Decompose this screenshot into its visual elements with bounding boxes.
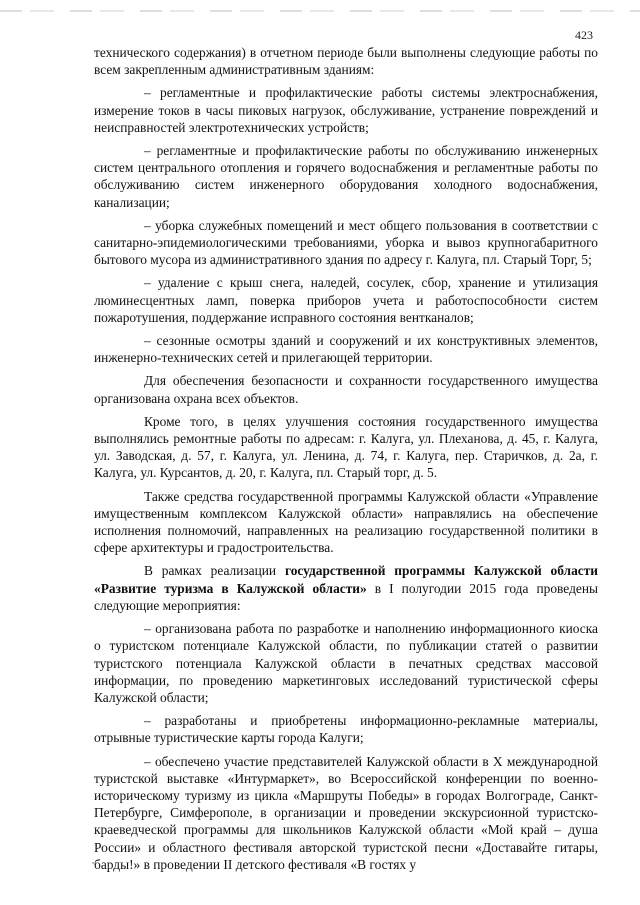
paragraph-repairs: Кроме того, в целях улучшения состояния государственного имущества выполнялись ремонтные работы по адресам: г. Калуга, ул. Плеханова, д. 45, г. Калуга, ул. Заводская, д. 57, г. Калуга, ул. Ленина, д. 74, г. Калуга, пер. Старичков, д. 2а, г. Калуга, ул. Курсантов, д. 20, г. Калуга, пл. Старый торг, д. 5. bbox=[94, 413, 598, 481]
tourism-intro-after: в I полугодии 2015 года проведены следующие мероприятия: bbox=[94, 580, 598, 613]
paragraph-continuation: технического содержания) в отчетном периоде были выполнены следующие работы по всем закрепленным административным зданиям: bbox=[94, 45, 598, 78]
tourism-item-kiosk: – организована работа по разработке и наполнению информационного киоска о туристском потенциале Калужской области, по публикации статей о развитии туристского потенциала Калужской области в печатных средствах массовой информации, по проведению маркетинговых исследований туристической сферы Калужской области; bbox=[94, 621, 598, 705]
tourism-intro-before: В рамках реализации bbox=[144, 563, 285, 579]
page-number: 423 bbox=[575, 28, 593, 42]
list-item-seasonal-inspection: – сезонные осмотры зданий и сооружений и их конструктивных элементов, инженерно-технических сетей и прилегающей территории. bbox=[94, 333, 598, 366]
paragraph-tourism-intro bbox=[94, 562, 598, 614]
tourism-item-materials: – разработаны и приобретены информационно-рекламные материалы, отрывные туристические карты города Калуги; bbox=[94, 713, 598, 746]
scan-speck bbox=[92, 862, 94, 864]
document-body bbox=[94, 44, 598, 879]
list-item-cleaning: – уборка служебных помещений и мест общего пользования в соответствии с санитарно-эпидемиологическими требованиями, уборка и вывоз крупногабаритного бытового мусора из административного здания по адресу г. Калуга, пл. Старый Торг, 5; bbox=[94, 217, 598, 268]
paragraph-program-funds: Также средства государственной программы Калужской области «Управление имущественным комплексом Калужской области» направлялись на обеспечение исполнения полномочий, направленных на реализацию государственной политики в сфере архитектуры и градостроительства. bbox=[94, 488, 598, 556]
scan-artifact-line bbox=[0, 10, 640, 12]
list-item-engineering-systems: – регламентные и профилактические работы по обслуживанию инженерных систем центрального отопления и горячего водоснабжения и регламентные работы по обслуживанию систем инженерного оборудования холодного водоснабжения, канализации; bbox=[94, 143, 598, 210]
paragraph-security: Для обеспечения безопасности и сохранности государственного имущества организована охрана всех объектов. bbox=[94, 373, 598, 406]
tourism-item-participation: – обеспечено участие представителей Калужской области в X международной туристской выставке «Интурмаркет», во Всероссийской конференции по военно-историческому туризму из цикла «Маршруты Победы» в городах Волгограде, Санкт-Петербурге, Симферополе, в организации и проведении экскурсионной туристско-краеведческой программы для школьников Калужской области «Мой край – душа России» и областного фестиваля авторской туристской песни «Доставайте гитары, барды!» в проведении II детского фестиваля «В гостях у bbox=[94, 753, 598, 872]
tourism-program-title: государственной программы Калужской области «Развитие туризма в Калужской области» bbox=[94, 563, 598, 596]
list-item-roof-snow: – удаление с крыш снега, наледей, сосулек, сбор, хранение и утилизация люминесцентных ламп, поверка приборов учета и работоспособности систем пожаротушения, поддержание исправного состояния вентканалов; bbox=[94, 275, 598, 325]
list-item-electrical: – регламентные и профилактические работы системы электроснабжения, измерение токов в часы пиковых нагрузок, обслуживание, устранение повреждений и неисправностей электротехнических устройств; bbox=[94, 85, 598, 135]
